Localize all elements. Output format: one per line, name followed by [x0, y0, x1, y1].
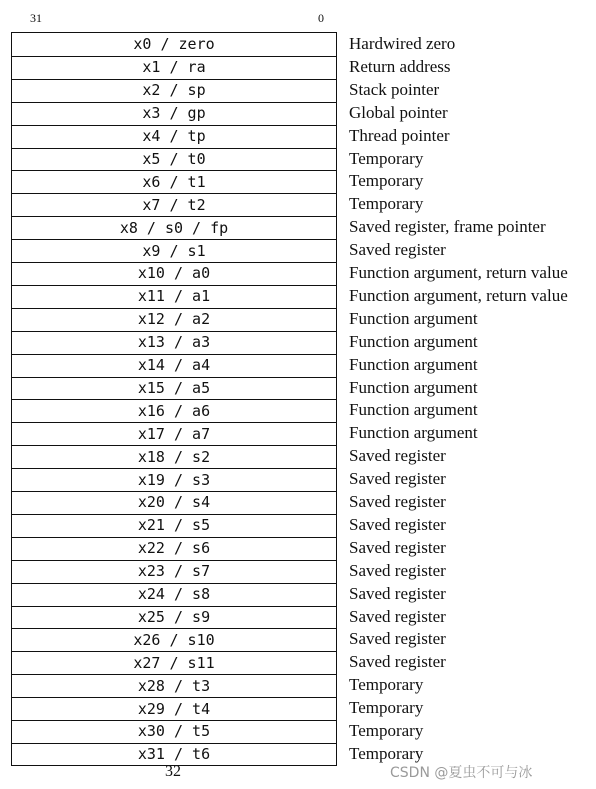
register-row: x27 / s11 — [12, 651, 336, 674]
register-width-label: 32 — [165, 763, 181, 780]
register-description: Function argument — [349, 423, 478, 443]
register-row: x25 / s9 — [12, 606, 336, 629]
register-row: x18 / s2 — [12, 445, 336, 468]
register-row: x14 / a4 — [12, 354, 336, 377]
register-row: x11 / a1 — [12, 285, 336, 308]
register-description: Temporary — [349, 743, 424, 763]
register-row: x21 / s5 — [12, 514, 336, 537]
register-description: Saved register — [349, 606, 446, 626]
register-description: Function argument — [349, 308, 478, 328]
register-row: x24 / s8 — [12, 583, 336, 606]
register-description: Function argument — [349, 400, 478, 420]
register-description: Saved register — [349, 240, 446, 260]
register-row: x15 / a5 — [12, 377, 336, 400]
register-description: Saved register — [349, 492, 446, 511]
register-row: x12 / a2 — [12, 308, 336, 331]
register-description: Temporary — [349, 675, 424, 695]
register-row: x0 / zero — [133, 34, 215, 53]
register-description: Function argument — [349, 354, 478, 374]
register-row: x16 / a6 — [12, 399, 336, 422]
register-description: Function argument, return value — [349, 263, 568, 282]
register-row: x9 / s1 — [12, 239, 336, 262]
register-description: Global pointer — [349, 102, 448, 122]
register-row: x31 / t6 — [12, 743, 336, 766]
register-row: x3 / gp — [12, 102, 336, 125]
register-description: Return address — [349, 56, 451, 76]
register-description: Saved register — [349, 469, 446, 489]
register-row: x29 / t4 — [12, 697, 336, 720]
register-description: Stack pointer — [349, 79, 440, 99]
register-row: x6 / t1 — [12, 170, 336, 193]
register-row: x30 / t5 — [12, 720, 336, 743]
register-row: x26 / s10 — [12, 628, 336, 651]
register-row: x17 / a7 — [12, 422, 336, 445]
msb-bit-label: 31 — [30, 11, 42, 25]
register-description: Saved register — [349, 583, 446, 603]
register-description: Temporary — [349, 698, 424, 718]
lsb-bit-label: 0 — [318, 11, 324, 25]
register-description: Function argument, return value — [349, 285, 568, 305]
register-description: Function argument — [349, 377, 478, 397]
register-description: Temporary — [349, 148, 424, 168]
register-row: x1 / ra — [12, 56, 336, 79]
watermark-text: CSDN @夏虫不可与冰 — [390, 765, 533, 781]
register-description: Saved register, frame pointer — [349, 217, 546, 237]
register-description: Saved register — [349, 446, 446, 466]
register-description: Thread pointer — [349, 125, 450, 145]
register-row: x4 / tp — [12, 125, 336, 148]
register-row: x7 / t2 — [12, 193, 336, 216]
register-row: x22 / s6 — [12, 537, 336, 560]
register-description: Saved register — [349, 537, 446, 557]
register-description: Temporary — [349, 171, 424, 191]
register-row: x2 / sp — [12, 79, 336, 102]
register-row: x19 / s3 — [12, 468, 336, 491]
register-row: x5 / t0 — [12, 148, 336, 171]
register-description: Temporary — [349, 194, 424, 214]
register-description: Saved register — [349, 514, 446, 534]
register-description: Hardwired zero — [349, 34, 456, 53]
register-row: x10 / a0 — [12, 262, 336, 285]
register-row: x28 / t3 — [12, 674, 336, 697]
register-description: Temporary — [349, 721, 424, 740]
register-row: x20 / s4 — [12, 491, 336, 514]
register-table — [11, 32, 337, 766]
register-description: Saved register — [349, 652, 446, 672]
register-row: x23 / s7 — [12, 560, 336, 583]
register-description: Function argument — [349, 331, 478, 351]
register-description: Saved register — [349, 629, 446, 649]
register-description: Saved register — [349, 560, 446, 580]
register-row: x8 / s0 / fp — [12, 216, 336, 239]
register-row: x13 / a3 — [12, 331, 336, 354]
